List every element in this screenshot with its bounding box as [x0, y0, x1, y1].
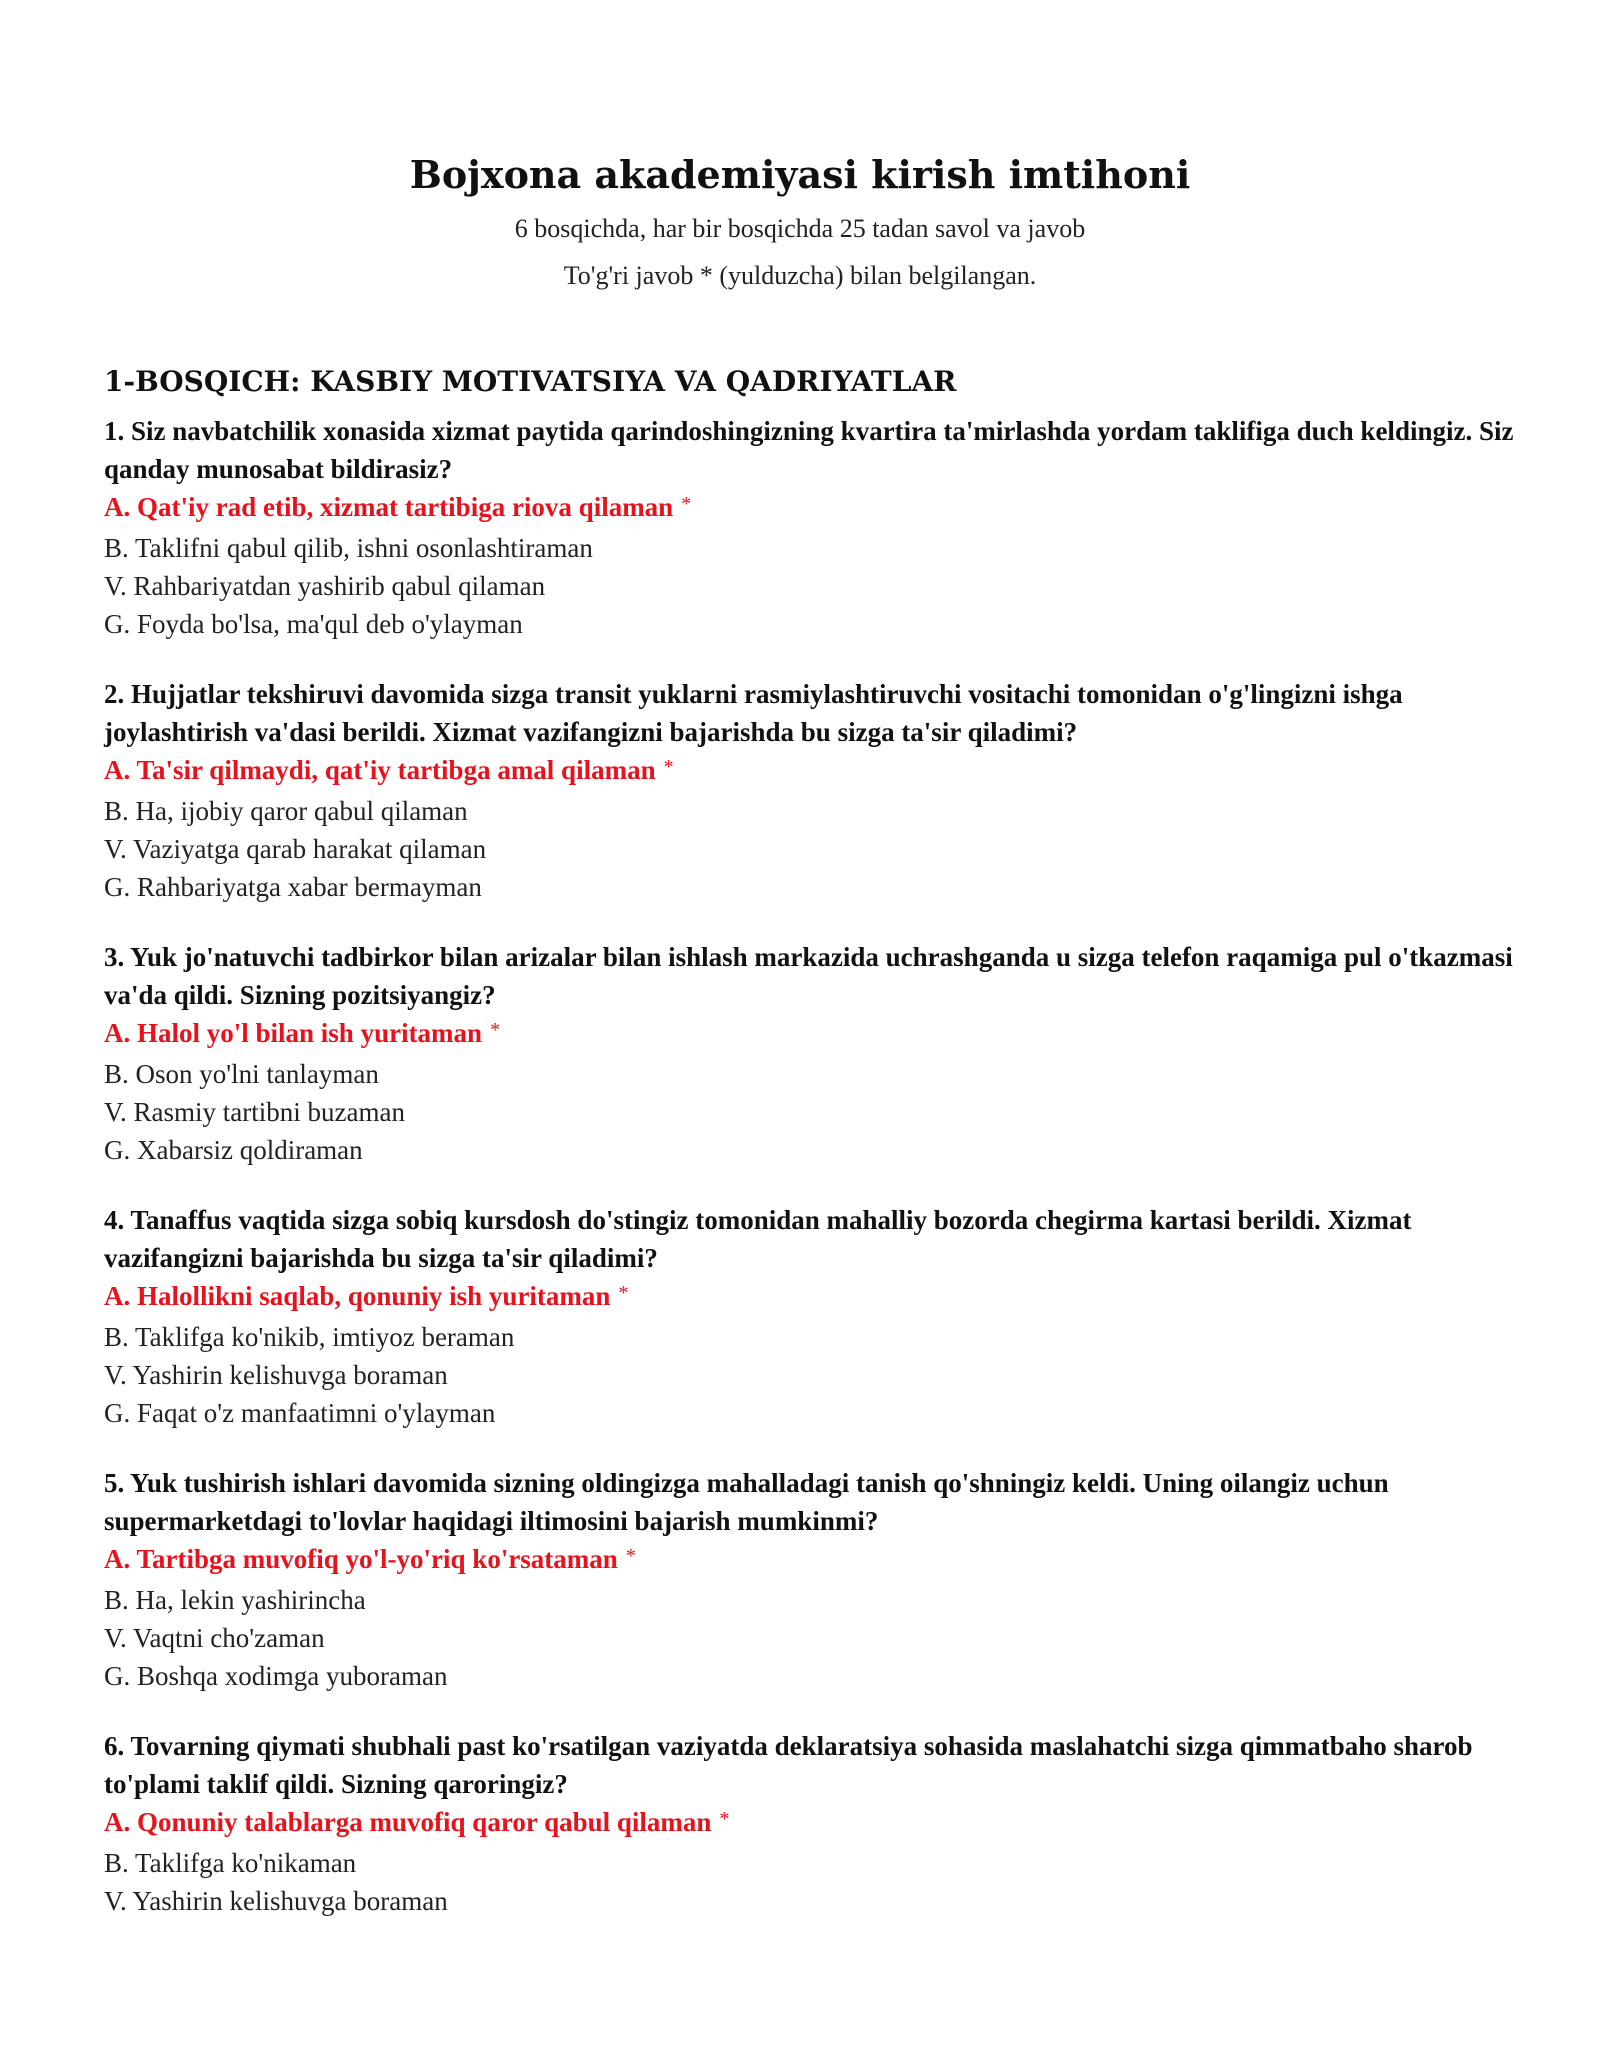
document-subtitle: 6 bosqichda, har bir bosqichda 25 tadan savol va javob	[514, 214, 1086, 243]
option-label: A. Halollikni saqlab, qonuniy ish yuritaman	[104, 1281, 611, 1311]
document-header	[0, 150, 1600, 293]
correct-marker-star: *	[663, 756, 674, 778]
correct-answer-option	[104, 1014, 1524, 1055]
answer-option	[104, 1055, 1524, 1093]
answer-option	[104, 1394, 1524, 1432]
option-label: G. Xabarsiz qoldiraman	[104, 1135, 363, 1165]
answer-option	[104, 830, 1524, 868]
option-label: A. Qat'iy rad etib, xizmat tartibiga riova qilaman	[104, 492, 674, 522]
question-block	[104, 938, 1524, 1169]
option-label: V. Vaziyatga qarab harakat qilaman	[104, 834, 487, 864]
answer-option	[104, 605, 1524, 643]
answer-option	[104, 1318, 1524, 1356]
option-label: A. Tartibga muvofiq yo'l-yo'riq ko'rsataman	[104, 1544, 618, 1574]
correct-answer-option	[104, 751, 1524, 792]
answer-option	[104, 529, 1524, 567]
option-label: A. Qonuniy talablarga muvofiq qaror qabul qilaman	[104, 1807, 712, 1837]
option-label: A. Ta'sir qilmaydi, qat'iy tartibga amal qilaman	[104, 755, 656, 785]
answer-key-note: To'g'ri javob * (yulduzcha) bilan belgilangan.	[563, 261, 1037, 290]
correct-marker-star: *	[625, 1545, 636, 1567]
question-text: 2. Hujjatlar tekshiruvi davomida sizga transit yuklarni rasmiylashtiruvchi vositachi tomonidan o'g'lingizni ishga joylashtirish va'dasi berildi. Xizmat vazifangizni bajarishda bu sizga ta'sir qiladimi?	[104, 679, 1403, 747]
option-label: V. Rasmiy tartibni buzaman	[104, 1097, 405, 1127]
option-label: B. Ha, ijobiy qaror qabul qilaman	[104, 796, 468, 826]
correct-answer-option	[104, 1277, 1524, 1318]
document-title: Bojxona akademiyasi kirish imtihoni	[409, 152, 1191, 197]
correct-marker-star: *	[719, 1808, 730, 1830]
answer-option	[104, 1131, 1524, 1169]
question-block	[104, 412, 1524, 643]
option-label: G. Foyda bo'lsa, ma'qul deb o'ylayman	[104, 609, 523, 639]
option-label: V. Vaqtni cho'zaman	[104, 1623, 325, 1653]
option-label: B. Oson yo'lni tanlayman	[104, 1059, 379, 1089]
correct-answer-option	[104, 1540, 1524, 1581]
question-text: 1. Siz navbatchilik xonasida xizmat paytida qarindoshingizning kvartira ta'mirlashda yordam taklifiga duch keldingiz. Siz qanday munosabat bildirasiz?	[104, 416, 1514, 484]
option-label: G. Rahbariyatga xabar bermayman	[104, 872, 482, 902]
option-label: B. Ha, lekin yashirincha	[104, 1585, 366, 1615]
option-label: V. Yashirin kelishuvga boraman	[104, 1360, 448, 1390]
answer-option	[104, 1093, 1524, 1131]
answer-option	[104, 792, 1524, 830]
option-label: B. Taklifga ko'nikaman	[104, 1848, 357, 1878]
document-body	[104, 362, 1524, 1952]
question-block	[104, 675, 1524, 906]
answer-option	[104, 1581, 1524, 1619]
option-label: V. Rahbariyatdan yashirib qabul qilaman	[104, 571, 546, 601]
answer-option	[104, 1844, 1524, 1882]
correct-marker-star: *	[681, 493, 692, 515]
answer-option	[104, 1882, 1524, 1920]
question-block	[104, 1727, 1524, 1920]
section-heading: 1-BOSQICH: KASBIY MOTIVATSIYA VA QADRIYATLAR	[104, 365, 957, 398]
correct-marker-star: *	[490, 1019, 501, 1041]
correct-answer-option	[104, 488, 1524, 529]
question-text: 4. Tanaffus vaqtida sizga sobiq kursdosh do'stingiz tomonidan mahalliy bozorda chegirma kartasi berildi. Xizmat vazifangizni bajarishda bu sizga ta'sir qiladimi?	[104, 1205, 1412, 1273]
option-label: V. Yashirin kelishuvga boraman	[104, 1886, 448, 1916]
question-list	[104, 412, 1524, 1920]
answer-option	[104, 1657, 1524, 1695]
answer-option	[104, 868, 1524, 906]
option-label: G. Boshqa xodimga yuboraman	[104, 1661, 448, 1691]
question-text: 5. Yuk tushirish ishlari davomida sizning oldingizga mahalladagi tanish qo'shningiz keldi. Uning oilangiz uchun supermarketdagi to'lovlar haqidagi iltimosini bajarish mumkinmi?	[104, 1468, 1389, 1536]
answer-option	[104, 567, 1524, 605]
option-label: B. Taklifga ko'nikib, imtiyoz beraman	[104, 1322, 515, 1352]
question-text: 3. Yuk jo'natuvchi tadbirkor bilan arizalar bilan ishlash markazida uchrashganda u sizga telefon raqamiga pul o'tkazmasi va'da qildi. Sizning pozitsiyangiz?	[104, 942, 1513, 1010]
question-text: 6. Tovarning qiymati shubhali past ko'rsatilgan vaziyatda deklaratsiya sohasida maslahatchi sizga qimmatbaho sharob to'plami taklif qildi. Sizning qaroringiz?	[104, 1731, 1473, 1799]
answer-option	[104, 1619, 1524, 1657]
correct-marker-star: *	[618, 1282, 629, 1304]
answer-option	[104, 1356, 1524, 1394]
question-block	[104, 1464, 1524, 1695]
option-label: A. Halol yo'l bilan ish yuritaman	[104, 1018, 483, 1048]
option-label: B. Taklifni qabul qilib, ishni osonlashtiraman	[104, 533, 593, 563]
correct-answer-option	[104, 1803, 1524, 1844]
question-block	[104, 1201, 1524, 1432]
option-label: G. Faqat o'z manfaatimni o'ylayman	[104, 1398, 496, 1428]
